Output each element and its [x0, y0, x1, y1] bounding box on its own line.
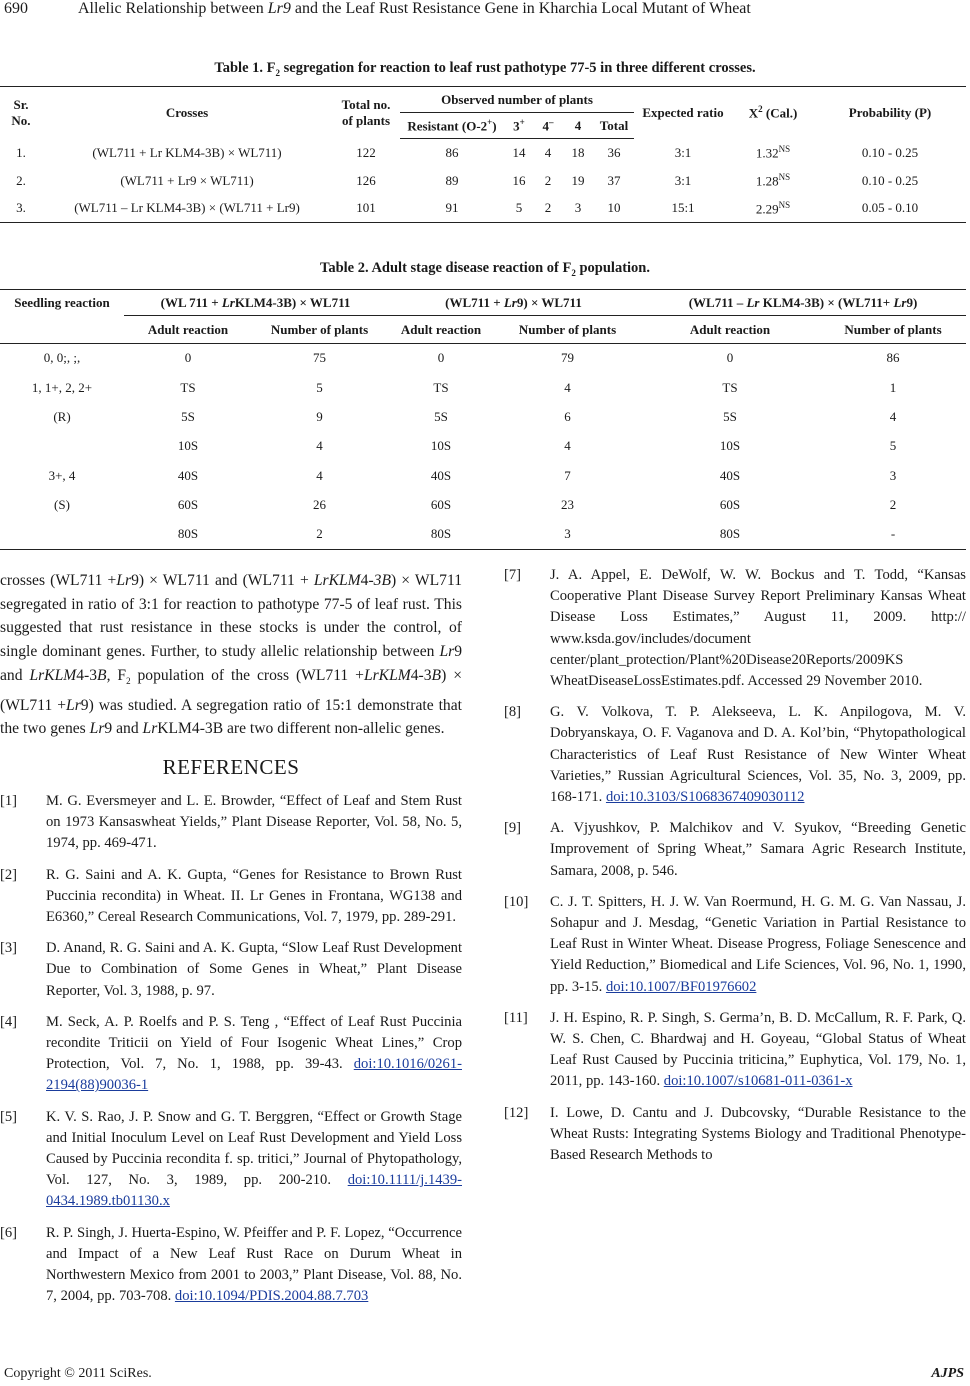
reference-item	[0, 1223, 462, 1308]
t1-cell-resistant: 89	[445, 172, 459, 188]
reference-number: [6]	[0, 1224, 18, 1241]
t1-cell-c4: 3	[574, 200, 582, 216]
copyright: Copyright © 2011 SciRes.	[4, 1366, 152, 1381]
t2-cell-n1: 4	[316, 467, 323, 483]
t2-cell-a1: 40S	[177, 467, 199, 483]
t2-cell-a2: 60S	[430, 497, 452, 513]
t2-cell-seedling: (S)	[54, 497, 70, 513]
t2-cell-a1: 5S	[181, 408, 195, 424]
reference-item	[504, 1008, 966, 1093]
reference-number: [8]	[504, 704, 522, 721]
t2-cell-a1: 0	[184, 350, 192, 366]
t2-cell-n1: 75	[313, 350, 326, 366]
t1-cell-c4minus: 2	[544, 172, 552, 188]
reference-body: A. Vjyushkov, P. Malchikov and V. Syukov, “Breeding Genetic Improvement of Spring Wheat,” Samara Agric Research Institute, Samara, 2008, p. 546.	[550, 820, 966, 879]
t1-header-resistant: Resistant (O-2+)	[400, 113, 504, 139]
reference-text	[46, 1223, 462, 1308]
reference-body: G. V. Volkova, T. P. Alekseeva, L. K. Anpilogova, M. V. Dobryanskaya, O. F. Vaganova and D. A. Kol’bin, “Phytopathological Characteristics of Leaf Rust Resistance of New Winter Wheat Varieties,” Russian Agricultural Sciences, Vol. 35, No. 3, 2009, pp. 168-171.	[550, 704, 966, 806]
reference-text	[550, 702, 966, 808]
t2-cell-n1: 4	[316, 438, 323, 454]
journal-abbrev: AJPS	[931, 1366, 964, 1381]
t1-cell-c4: 18	[571, 144, 585, 160]
reference-number: [2]	[0, 866, 18, 883]
t2-header-adult-3: Adult reaction	[640, 316, 820, 344]
t2-cell-a2: 80S	[430, 526, 452, 542]
t1-cell-total: 36	[607, 144, 621, 160]
doi-link[interactable]: doi:10.1094/PDIS.2004.88.7.703	[174, 1288, 369, 1305]
reference-body: J. A. Appel, E. DeWolf, W. W. Bockus and T. Todd, “Kansas Cooperative Plant Disease Survey Report Preliminary Kansas Wheat Disease Loss Estimates,” August 11, 2009. http:// www.ksda.gov/includes/document center/plant_protection/Plant%20Disease20Reports/2009KS WheatDiseaseLossEstimates.pdf. Accessed 29 November 2010.	[550, 567, 966, 690]
reference-item	[504, 702, 966, 808]
t1-cell-chi	[732, 139, 814, 167]
table2-caption: Table 2. Adult stage disease reaction of $F_2$ population.	[320, 260, 650, 278]
t1-cell-sr: 2.	[16, 172, 26, 188]
t1-cell-total: 37	[607, 172, 621, 188]
t1-cell-ratio: 3:1	[674, 172, 692, 188]
t2-cell-seedling	[0, 520, 124, 549]
t2-cell-n3: -	[890, 526, 896, 542]
t2-cell-n3: 1	[889, 379, 897, 395]
reference-text	[46, 1012, 462, 1097]
t1-header-expected: Expected ratio	[642, 104, 724, 120]
t1-cell-resistant: 86	[445, 144, 459, 160]
t2-header-cross1: (WL 711 + LrKLM4-3B) × WL711	[124, 290, 387, 316]
t2-cell-n1: 26	[313, 497, 326, 513]
t1-cell-ratio: 15:1	[671, 200, 695, 216]
table2	[0, 289, 966, 550]
t2-cell-n2: 4	[564, 438, 571, 454]
t1-header-4: 4	[562, 113, 594, 139]
doi-link[interactable]: doi:10.1007/s10681-011-0361-x	[663, 1073, 853, 1090]
t1-header-chi: $X^2$ (Cal.)	[748, 104, 798, 121]
t1-header-probability: Probability (P)	[848, 104, 932, 120]
doi-link[interactable]: doi:10.1111/j.1439-0434.1989.tb01130.x	[46, 1172, 462, 1210]
t1-cell-c4minus: 4	[544, 144, 552, 160]
t2-cell-a3: 5S	[723, 408, 737, 424]
doi-link[interactable]: doi:10.1016/0261-2194(88)90036-1	[46, 1056, 462, 1094]
t1-cell-chi	[732, 195, 814, 223]
t1-chi-value: 1.28	[755, 173, 779, 189]
t1-cell-p: 0.10 - 0.25	[861, 144, 919, 160]
t1-chi-sig: NS	[778, 143, 791, 154]
table-row	[0, 432, 966, 461]
reference-number: [1]	[0, 793, 18, 810]
t1-cell-total_no: 122	[356, 144, 376, 160]
reference-body: K. V. S. Rao, J. P. Snow and G. T. Berggren, “Effect or Growth Stage and Initial Inoculum Level on Leaf Rust Development and Yield Loss Caused by Puccinia recondita f. sp. tritici,” Journal of Phytopathology, Vol. 127, No. 3, 1989, pp. 200-210.	[46, 1108, 462, 1189]
reference-item	[504, 818, 966, 882]
t1-cell-chi	[732, 167, 814, 195]
t2-cell-a2: 40S	[430, 467, 452, 483]
t2-cell-n1: 9	[316, 408, 323, 424]
t2-cell-a2: 10S	[430, 438, 452, 454]
reference-number: [12]	[504, 1104, 529, 1121]
table-row	[0, 490, 966, 519]
table-row	[0, 520, 966, 549]
t1-cell-c3plus: 14	[512, 144, 526, 160]
table-row	[0, 402, 966, 431]
t2-header-number-3: Number of plants	[820, 316, 966, 344]
reference-item	[504, 892, 966, 998]
t2-cell-n1: 2	[316, 526, 323, 542]
reference-body: J. H. Espino, R. P. Singh, S. Germa’n, B. D. McCallum, R. F. Park, Q. W. S. Chen, C. Bhardwaj and H. Goyeau, “Global Status of Wheat Leaf Rust Caused by Puccinia triticina,” Euphytica, Vol. 179, No. 1, 2011, pp. 143-160.	[550, 1009, 966, 1090]
reference-body: I. Lowe, D. Cantu and J. Dubcovsky, “Durable Resistance to the Wheat Rusts: Integrating Systems Biology and Traditional Phenotype-Based Research Methods to	[550, 1104, 966, 1164]
t2-cell-n2: 23	[561, 497, 574, 513]
t1-header-total-obs: Total	[594, 113, 634, 139]
reference-text	[550, 1103, 966, 1167]
t2-cell-seedling: 0, 0;, ;,	[43, 350, 81, 366]
t1-cell-c3plus: 16	[512, 172, 526, 188]
t1-cell-c4: 19	[571, 172, 585, 188]
t1-cell-sr: 1.	[16, 144, 26, 160]
t2-cell-a3: 10S	[719, 438, 741, 454]
table-row	[0, 344, 966, 373]
t1-header-4minus: 4–	[534, 113, 562, 139]
table-row	[0, 195, 966, 223]
reference-text	[550, 818, 966, 882]
t1-header-observed: Observed number of plants	[400, 87, 634, 113]
t2-cell-a3: 80S	[719, 526, 741, 542]
reference-body: R. G. Saini and A. K. Gupta, “Genes for Resistance to Brown Rust Puccinia recondita) in Wheat. II. Lr Genes in Frontana, WG138 and E6360,” Cereal Research Communications, Vol. 7, 1979, pp. 289-291.	[46, 866, 462, 926]
doi-link[interactable]: doi:10.3103/S1068367409030112	[605, 789, 805, 806]
left-column	[0, 569, 462, 1318]
running-title: Allelic Relationship between Lr9 and the Leaf Rust Resistance Gene in Kharchia Local Mutant of Wheat	[78, 0, 751, 17]
reference-text	[550, 1008, 966, 1093]
reference-body: R. P. Singh, J. Huerta-Espino, W. Pfeiffer and P. F. Lopez, “Occurrence and Impact of a New Leaf Rust Race on Durum Wheat in Northwestern Mexico from 2001 to 2003,” Plant Disease, Vol. 88, No. 7, 2004, pp. 703-708.	[46, 1224, 462, 1305]
reference-number: [10]	[504, 893, 529, 910]
reference-body: D. Anand, R. G. Saini and A. K. Gupta, “Slow Leaf Rust Development Due to Combination of Some Genes in Wheat,” Plant Disease Reporter, Vol. 3, 1988, p. 97.	[46, 940, 462, 999]
t2-cell-a3: 60S	[719, 497, 741, 513]
t1-cell-total_no: 126	[356, 172, 376, 188]
reference-text	[46, 791, 462, 855]
t2-cell-n2: 6	[564, 408, 571, 424]
t2-cell-seedling	[0, 432, 124, 461]
t2-cell-a2: 5S	[434, 408, 448, 424]
reference-item	[0, 1012, 462, 1097]
t2-cell-n3: 4	[889, 408, 897, 424]
t2-cell-n1: 5	[316, 379, 323, 395]
t1-header-total: Total no. of plants	[341, 96, 391, 128]
t2-header-cross3: (WL711 – Lr KLM4-3B) × (WL711+ Lr9)	[640, 290, 966, 316]
reference-body: M. Seck, A. P. Roelfs and P. S. Teng , “Effect of Leaf Rust Puccinia recondite Triticii on Yield of Four Isogenic Wheat Lines,” Crop Protection, Vol. 7, No. 1, 1988, pp. 39-43.	[46, 1013, 462, 1073]
t1-cell-total: 10	[607, 200, 621, 216]
reference-text	[550, 565, 966, 692]
reference-item	[0, 938, 462, 1002]
t2-cell-a1: 80S	[177, 526, 199, 542]
t2-header-cross2: (WL711 + Lr9) × WL711	[387, 290, 640, 316]
reference-item	[504, 1103, 966, 1167]
t2-cell-n3: 3	[889, 467, 897, 483]
reference-text	[46, 1107, 462, 1213]
doi-link[interactable]: doi:10.1007/BF01976602	[605, 978, 757, 995]
t1-cell-c3plus: 5	[515, 200, 523, 216]
t2-cell-n2: 3	[564, 526, 571, 542]
reference-item	[0, 865, 462, 929]
table-row	[0, 461, 966, 490]
t2-cell-a1: 60S	[177, 497, 199, 513]
t1-cell-ratio: 3:1	[674, 144, 692, 160]
t1-cell-cross: (WL711 + Lr KLM4-3B) × WL711)	[92, 144, 282, 160]
t2-cell-seedling: 1, 1+, 2, 2+	[31, 379, 93, 395]
reference-body: M. G. Eversmeyer and L. E. Browder, “Effect of Leaf and Stem Rust on 1973 Kansaswheat Yields,” Plant Disease Reporter, Vol. 58, No. 5, 1974, pp. 469-471.	[46, 793, 462, 852]
t2-cell-a2: 0	[437, 350, 445, 366]
reference-number: [9]	[504, 820, 522, 837]
t2-cell-n2: 7	[564, 467, 571, 483]
t2-cell-seedling: (R)	[53, 408, 71, 424]
t1-cell-resistant: 91	[445, 200, 459, 216]
reference-text	[550, 892, 966, 998]
t1-cell-c4minus: 2	[544, 200, 552, 216]
page-number: 690	[4, 0, 28, 17]
t1-chi-sig: NS	[778, 199, 791, 210]
t1-cell-cross: (WL711 + Lr9 × WL711)	[120, 172, 254, 188]
t2-cell-a1: TS	[180, 379, 196, 395]
t2-cell-seedling: 3+, 4	[48, 467, 76, 483]
t1-header-3plus: 3+	[504, 113, 534, 139]
t2-cell-n3: 2	[889, 497, 897, 513]
reference-number: [7]	[504, 567, 522, 583]
t1-chi-sig: NS	[778, 171, 791, 182]
reference-number: [11]	[504, 1009, 528, 1026]
table-row	[0, 167, 966, 195]
t2-cell-a1: 10S	[177, 438, 199, 454]
reference-item	[0, 791, 462, 855]
table-row	[0, 373, 966, 402]
table1	[0, 86, 966, 223]
t2-cell-a3: 0	[726, 350, 734, 366]
t2-cell-a2: TS	[433, 379, 449, 395]
t1-header-sr: Sr. No.	[11, 96, 31, 128]
t2-cell-n3: 5	[889, 438, 897, 454]
t1-cell-sr: 3.	[16, 200, 26, 216]
reference-text	[46, 938, 462, 1002]
t1-cell-cross: (WL711 – Lr KLM4-3B) × (WL711 + Lr9)	[74, 200, 300, 216]
t2-cell-n3: 86	[886, 350, 900, 366]
t2-cell-a3: TS	[722, 379, 738, 395]
t1-header-crosses: Crosses	[165, 104, 209, 120]
reference-number: [4]	[0, 1013, 18, 1030]
references-heading: REFERENCES	[162, 755, 300, 780]
t1-cell-total_no: 101	[356, 200, 376, 216]
t2-header-adult-1: Adult reaction	[124, 316, 252, 344]
right-column	[504, 565, 966, 1176]
t2-header-seedling: Seedling reaction	[14, 294, 110, 310]
reference-body: C. J. T. Spitters, H. J. W. Van Roermund, H. G. M. G. Van Nassau, J. Sohapur and J. Mesdag, “Genetic Variation in Partial Resistance to Leaf Rust in Winter Wheat. Disease Progress, Foliage Senescence and Yield Reduction,” Biomedical and Life Sciences, Vol. 96, No. 1, 1990, pp. 3-15.	[550, 893, 966, 995]
table-row	[0, 139, 966, 167]
t1-chi-value: 2.29	[755, 200, 779, 216]
t2-cell-n2: 4	[564, 379, 571, 395]
t2-header-number-2: Number of plants	[495, 316, 640, 344]
reference-number: [5]	[0, 1108, 18, 1125]
reference-number: [3]	[0, 940, 18, 957]
body-paragraph: crosses (WL711 +Lr9) × WL711 and (WL711 + LrKLM4-3B) × WL711 segregated in ratio of 3:1 for reaction to pathotype 77-5 of leaf rust. This suggested that rust resistance in these stocks is under the control, of single dominant genes. Further, to study allelic relationship between Lr9 and LrKLM4-3B, $F_2$ population of the cross (WL711 +LrKLM4-3B) × (WL711 +Lr9) was studied. A segregation ratio of 15:1 demonstrate that the two genes Lr9 and LrKLM4-3B are two different non-allelic genes.	[0, 572, 462, 738]
reference-text	[46, 865, 462, 929]
t1-cell-p: 0.05 - 0.10	[861, 200, 919, 216]
t2-header-adult-2: Adult reaction	[387, 316, 495, 344]
table1-caption: Table 1. $F_2$ segregation for reaction to leaf rust pathotype 77-5 in three different crosses.	[214, 60, 756, 78]
reference-item	[0, 1107, 462, 1213]
t1-cell-p: 0.10 - 0.25	[861, 172, 919, 188]
reference-item	[504, 565, 966, 692]
t2-header-number-1: Number of plants	[252, 316, 387, 344]
t2-cell-n2: 79	[561, 350, 574, 366]
t2-cell-a3: 40S	[719, 467, 741, 483]
t1-chi-value: 1.32	[755, 145, 779, 161]
